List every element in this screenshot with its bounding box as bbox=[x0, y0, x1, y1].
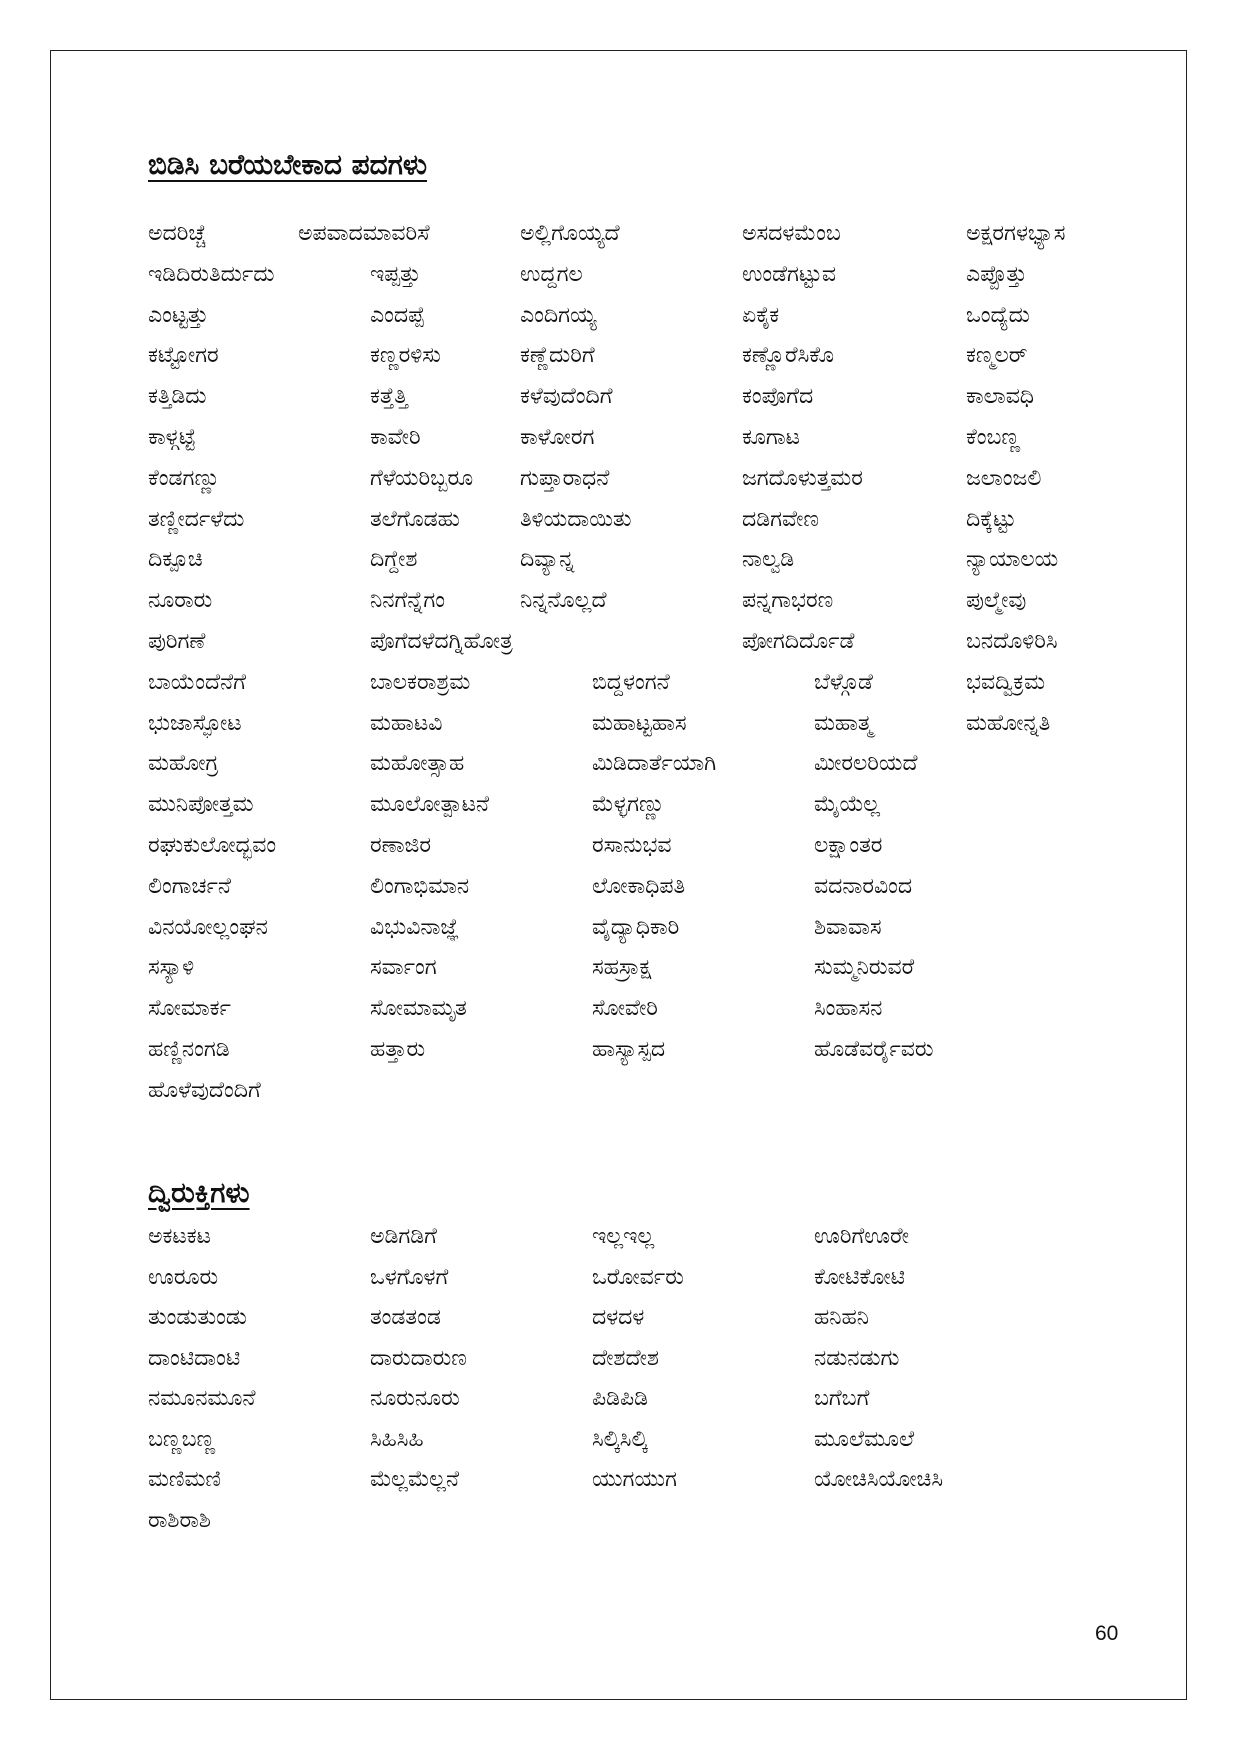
word-cell: ಲಕ್ಷಾಂತರ bbox=[814, 833, 883, 858]
word-cell: ಕಳೆವುದೆಂದಿಗೆ bbox=[520, 384, 613, 410]
word-cell: ಎಂದಿಗಯ್ಯ bbox=[520, 302, 597, 328]
word-cell: ಸಿಲ್ಕಿಸಿಲ್ಕಿ bbox=[592, 1426, 648, 1452]
word-row bbox=[148, 989, 1148, 1029]
word-row bbox=[148, 377, 1148, 417]
word-cell: ಯೋಚಿಸಿಯೋಚಿಸಿ bbox=[814, 1467, 944, 1492]
word-row bbox=[148, 1217, 1148, 1257]
word-cell: ದಿವ್ಯಾನ್ನ bbox=[520, 547, 575, 573]
word-cell: ಉದ್ದಗಲ bbox=[520, 261, 583, 287]
word-row bbox=[148, 459, 1148, 499]
word-cell: ಶಿವಾವಾಸ bbox=[814, 914, 882, 940]
word-cell: ತಣ್ಣೀರ್ದಳೆದು bbox=[148, 506, 245, 532]
word-row bbox=[148, 1030, 1148, 1070]
word-cell: ಮೆಳ್ಳಗಣ್ಣು bbox=[592, 792, 665, 818]
word-cell: ಹತ್ತಾರು bbox=[370, 1037, 426, 1062]
word-cell: ನೂರಾರು bbox=[148, 588, 213, 614]
word-cell: ಹೊಳೆವುದೆಂದಿಗೆ bbox=[148, 1077, 261, 1103]
word-cell: ಹಣ್ಣಿನಂಗಡಿ bbox=[148, 1037, 230, 1062]
word-cell: ದಿಕ್ಪೂಚಿ bbox=[148, 547, 203, 573]
word-row bbox=[148, 1379, 1148, 1419]
word-cell: ಮೂಲೋತ್ಪಾಟನೆ bbox=[370, 792, 490, 818]
word-row bbox=[148, 214, 1148, 254]
word-cell: ದೇಶದೇಶ bbox=[592, 1345, 659, 1371]
word-cell: ಕಣ್ಣೊರೆಸಿಕೊ bbox=[742, 343, 835, 369]
word-cell: ನೂರುನೂರು bbox=[370, 1386, 460, 1411]
word-cell: ಪೋಗದಿರ್ದೊಡೆ bbox=[742, 629, 855, 654]
word-row bbox=[148, 948, 1148, 988]
word-cell: ಮೆಲ್ಲಮೆಲ್ಲನೆ bbox=[370, 1467, 460, 1492]
word-row bbox=[148, 908, 1148, 948]
word-cell: ಅಕಟಕಟ bbox=[148, 1224, 212, 1249]
word-cell: ಬಗೆಬಗೆ bbox=[814, 1386, 870, 1411]
word-cell: ಸಿಂಹಾಸನ bbox=[814, 996, 883, 1022]
word-cell: ಗುಪ್ತಾರಾಧನೆ bbox=[520, 465, 610, 491]
word-cell: ಗೆಳೆಯರಿಬ್ಬರೂ bbox=[370, 465, 474, 491]
word-cell: ನಮೂನಮೂನೆ bbox=[148, 1386, 256, 1411]
word-cell: ನಿನಗೆನ್ನೆಗಂ bbox=[370, 588, 445, 614]
word-cell: ನಡುನಡುಗು bbox=[814, 1345, 900, 1371]
word-cell: ಕೂಗಾಟ bbox=[742, 425, 800, 450]
word-cell: ವಿನಯೋಲ್ಲಂಘನ bbox=[148, 914, 268, 940]
word-cell: ಕಾಲಾವಧಿ bbox=[966, 384, 1035, 410]
word-cell: ತಲೆಗೊಡಹು bbox=[370, 506, 460, 532]
word-cell: ನಾಲ್ವಡಿ bbox=[742, 547, 795, 573]
word-cell: ಬಾಲಕರಾಶ್ರಮ bbox=[370, 669, 471, 695]
word-cell: ವಿಭುವಿನಾಜ್ಞೆ bbox=[370, 914, 460, 940]
section-title-words-to-split: ಬಿಡಿಸಿ ಬರೆಯಬೇಕಾದ ಪದಗಳು bbox=[148, 148, 427, 181]
word-cell: ಮಹಾಟ್ಟಹಾಸ bbox=[592, 710, 687, 736]
word-cell: ದಾಂಟಿದಾಂಟಿ bbox=[148, 1345, 241, 1371]
word-cell: ಪುಲ್ಮೇವು bbox=[966, 588, 1027, 614]
word-cell: ಎಂದಪ್ಪೆ bbox=[370, 302, 425, 328]
word-cell: ಪಿಡಿಪಿಡಿ bbox=[592, 1386, 648, 1411]
word-cell: ಪುರಿಗಣೆ bbox=[148, 629, 206, 654]
word-cell: ಜಲಾಂಜಲಿ bbox=[966, 465, 1042, 491]
word-cell: ಎಂಟ್ಟತ್ತು bbox=[148, 302, 209, 328]
word-cell: ಸೋವೇರಿ bbox=[592, 996, 658, 1022]
word-cell: ಸರ್ವಾಂಗ bbox=[370, 955, 437, 981]
word-cell: ಸಹಸ್ರಾಕ್ಷ bbox=[592, 955, 652, 981]
word-row bbox=[148, 663, 1148, 703]
section-title-reduplicated-words: ದ್ವಿರುಕ್ತಿಗಳು bbox=[148, 1176, 250, 1209]
word-cell: ಊರೂರು bbox=[148, 1264, 219, 1290]
word-cell: ಲೋಕಾಧಿಪತಿ bbox=[592, 873, 686, 899]
word-cell: ವದನಾರವಿಂದ bbox=[814, 873, 913, 899]
word-cell: ಇಲ್ಲಇಲ್ಲ bbox=[592, 1224, 655, 1249]
word-cell: ಕಾಳ್ಗಟ್ಟೆ bbox=[148, 425, 196, 450]
word-cell: ಮುನಿಪೋತ್ತಮ bbox=[148, 792, 254, 818]
word-cell: ರಘುಕುಲೋದ್ಭವಂ bbox=[148, 833, 277, 858]
word-cell: ಭುಜಾಸ್ಫೋಟ bbox=[148, 710, 242, 736]
word-cell: ಲಿಂಗಾಭಿಮಾನ bbox=[370, 873, 470, 899]
word-cell: ಅಸದಳಮೆಂಬ bbox=[742, 221, 841, 246]
word-cell: ರಣಾಜಿರ bbox=[370, 833, 431, 858]
word-cell: ಕತ್ತಿಡಿದು bbox=[148, 384, 207, 410]
word-cell: ಮೂಲೆಮೂಲೆ bbox=[814, 1426, 915, 1452]
word-cell: ಮಹೋಗ್ರ bbox=[148, 751, 219, 777]
word-cell: ಜಗದೊಳುತ್ತಮರ bbox=[742, 465, 863, 491]
word-row bbox=[148, 1258, 1148, 1298]
word-cell: ಬಿದ್ದಳಂಗನೆ bbox=[592, 669, 670, 695]
word-row bbox=[148, 1298, 1148, 1338]
word-row bbox=[148, 1420, 1148, 1460]
word-cell: ಒಂದ್ಯೆದು bbox=[966, 302, 1030, 328]
word-row bbox=[148, 744, 1148, 784]
word-row bbox=[148, 1339, 1148, 1379]
word-cell: ಅಪವಾದಮಾವರಿಸೆ bbox=[298, 221, 430, 246]
word-cell: ಹೊಡೆವರ್ರೈವರು bbox=[814, 1037, 934, 1062]
word-row bbox=[148, 336, 1148, 376]
word-row bbox=[148, 540, 1148, 580]
word-cell: ಸಸ್ಯಾಳಿ bbox=[148, 955, 195, 981]
word-row bbox=[148, 255, 1148, 295]
word-row bbox=[148, 704, 1148, 744]
word-cell: ದಡಿಗವೇಣ bbox=[742, 506, 819, 532]
word-cell: ಕಾವೇರಿ bbox=[370, 425, 421, 450]
word-row bbox=[148, 1071, 1148, 1111]
word-row bbox=[148, 500, 1148, 540]
word-cell: ಏಕೈಕ bbox=[742, 302, 780, 328]
word-cell: ಎಪ್ಪೊತ್ತು bbox=[966, 261, 1027, 287]
word-cell: ಮೀರಲರಿಯದೆ bbox=[814, 751, 918, 777]
word-cell: ಕತ್ತೆತ್ತಿ bbox=[370, 384, 408, 410]
word-cell: ಸುಮ್ಮನಿರುವರೆ bbox=[814, 955, 915, 981]
word-row bbox=[148, 867, 1148, 907]
word-cell: ಅಡಿಗಡಿಗೆ bbox=[370, 1224, 437, 1249]
word-cell: ರಾಶಿರಾಶಿ bbox=[148, 1507, 211, 1533]
word-row bbox=[148, 418, 1148, 458]
word-cell: ಮಹಾತ್ಮ bbox=[814, 710, 873, 736]
word-cell: ಕೆಂಡಗಣ್ಣು bbox=[148, 465, 221, 491]
word-cell: ಮಹೋತ್ಸಾಹ bbox=[370, 751, 465, 777]
word-cell: ಪೊಗೆದಳೆದಗ್ನಿಹೋತ್ರ bbox=[370, 629, 513, 654]
word-cell: ವೈದ್ಯಾಧಿಕಾರಿ bbox=[592, 914, 680, 940]
word-cell: ಹನಿಹನಿ bbox=[814, 1305, 869, 1330]
word-cell: ಒಳಗೊಳಗೆ bbox=[370, 1264, 449, 1290]
word-cell: ಕಣ್ಣೆದುರಿಗೆ bbox=[520, 343, 595, 369]
word-cell: ತಂಡತಂಡ bbox=[370, 1305, 441, 1330]
word-cell: ತುಂಡುತುಂಡು bbox=[148, 1305, 247, 1330]
word-cell: ಲಿಂಗಾರ್ಚನೆ bbox=[148, 873, 231, 899]
word-cell: ಸೋಮಾಮೃತ bbox=[370, 996, 467, 1022]
word-cell: ಕಣ್ಣರಳಿಸು bbox=[370, 343, 441, 369]
word-cell: ನಿನ್ನನೊಲ್ಲದೆ bbox=[520, 588, 607, 614]
word-cell: ಮಹೋನ್ನತಿ bbox=[966, 710, 1051, 736]
word-cell: ತಿಳಿಯದಾಯಿತು bbox=[520, 506, 632, 532]
word-cell: ಊರಿಗೆಊರೇ bbox=[814, 1224, 909, 1249]
word-cell: ದಿಗ್ದೇಶ bbox=[370, 547, 418, 573]
word-cell: ಯುಗಯುಗ bbox=[592, 1467, 677, 1492]
word-cell: ಸೋಮಾರ್ಕ bbox=[148, 996, 231, 1022]
word-cell: ಸಿಹಿಸಿಹಿ bbox=[370, 1426, 424, 1452]
word-cell: ಬನದೊಳಿರಿಸಿ bbox=[966, 629, 1058, 654]
word-cell: ಬಣ್ಣಬಣ್ಣ bbox=[148, 1426, 216, 1452]
word-cell: ಹಾಸ್ಯಾಸ್ಪದ bbox=[592, 1037, 666, 1062]
word-row bbox=[148, 296, 1148, 336]
word-cell: ದಿಕ್ಕೆಟ್ಟು bbox=[966, 506, 1017, 532]
word-cell: ಒರೋರ್ವರು bbox=[592, 1264, 684, 1290]
word-cell: ಕೋಟಿಕೋಟಿ bbox=[814, 1264, 906, 1290]
word-cell: ಮೈಯೆಲ್ಲ bbox=[814, 792, 881, 818]
word-row bbox=[148, 1501, 1148, 1541]
word-row bbox=[148, 1460, 1148, 1500]
page-number: 60 bbox=[1095, 1622, 1119, 1645]
word-row bbox=[148, 785, 1148, 825]
word-cell: ಉಂಡೆಗಟ್ಟುವ bbox=[742, 261, 836, 287]
word-cell: ಕಣ್ಮಲರ್ bbox=[966, 343, 1028, 369]
word-cell: ದಾರುದಾರುಣ bbox=[370, 1345, 467, 1371]
word-cell: ಮಿಡಿದಾರ್ತೆಯಾಗಿ bbox=[592, 751, 717, 777]
word-cell: ಪನ್ನಗಾಭರಣ bbox=[742, 588, 834, 614]
word-cell: ದಳದಳ bbox=[592, 1305, 645, 1330]
word-cell: ಕಟ್ಟೋಗರ bbox=[148, 343, 219, 369]
word-row bbox=[148, 826, 1148, 866]
word-cell: ನ್ಯಾಯಾಲಯ bbox=[966, 547, 1059, 573]
word-cell: ಅಲ್ಲಿಗೊಯ್ಯದೆ bbox=[520, 221, 620, 246]
word-cell: ಮಣಿಮಣಿ bbox=[148, 1467, 221, 1492]
word-cell: ಕಾಳೋರಗ bbox=[520, 425, 595, 450]
word-cell: ಕಂಪೊಗೆದ bbox=[742, 384, 814, 410]
word-cell: ರಸಾನುಭವ bbox=[592, 833, 672, 858]
word-cell: ಭವದ್ವಿಕ್ರಮ bbox=[966, 669, 1046, 695]
word-cell: ಕೆಂಬಣ್ಣ bbox=[966, 425, 1021, 450]
word-cell: ಅಕ್ಷರಗಳಭ್ಯಾಸ bbox=[966, 221, 1066, 246]
word-cell: ಬಾಯೆಂದೆನೆಗೆ bbox=[148, 669, 246, 695]
word-cell: ಇಪ್ಪತ್ತು bbox=[370, 261, 421, 287]
word-row bbox=[148, 622, 1148, 662]
word-cell: ಅದರಿಚ್ಚೆ bbox=[148, 221, 207, 246]
word-row bbox=[148, 581, 1148, 621]
word-cell: ಇಡಿದಿರುತಿರ್ದುದು bbox=[148, 261, 275, 287]
word-cell: ಬೆಳ್ಗೊಡೆ bbox=[814, 669, 873, 695]
word-cell: ಮಹಾಟವಿ bbox=[370, 710, 443, 736]
